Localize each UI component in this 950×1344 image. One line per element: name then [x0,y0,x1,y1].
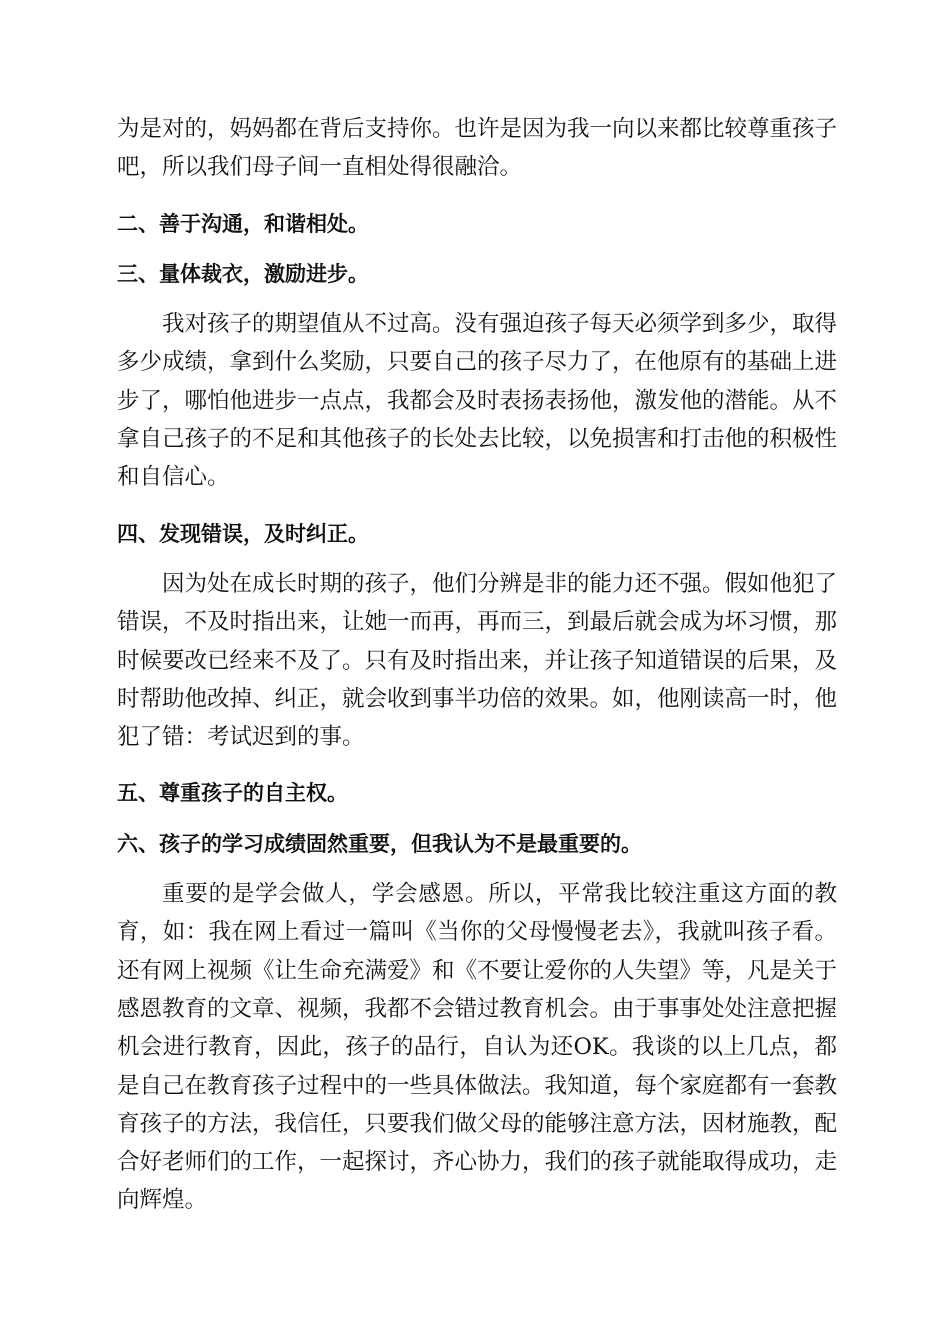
heading-correct-mistakes: 四、发现错误，及时纠正。 [117,521,369,546]
document-body [117,110,837,1220]
paragraph-continued: 为是对的，妈妈都在背后支持你。也许是因为我一向以来都比较尊重孩子吧，所以我们母子间一直相处得很融洽。 [117,116,838,181]
heading-grades: 六、孩子的学习成绩固然重要，但我认为不是最重要的。 [117,831,642,856]
heading-communication: 二、善于沟通，和谐相处。 [117,211,369,236]
heading-encouragement: 三、量体裁衣，激励进步。 [117,261,369,286]
paragraph-expectations: 我对孩子的期望值从不过高。没有强迫孩子每天必须学到多少，取得多少成绩，拿到什么奖励，只要自己的孩子尽力了，在他原有的基础上进步了，哪怕他进步一点点，我都会及时表扬表扬他，激发他的潜能。从不拿自己孩子的不足和其他孩子的长处去比较，以免损害和打击他的积极性和自信心。 [117,311,838,491]
paragraph-mistakes: 因为处在成长时期的孩子，他们分辨是非的能力还不强。假如他犯了错误，不及时指出来，让她一而再，再而三，到最后就会成为坏习惯，那时候要改已经来不及了。只有及时指出来，并让孩子知道错误的后果，及时帮助他改掉、纠正，就会收到事半功倍的效果。如，他刚读高一时，他犯了错：考试迟到的事。 [117,570,838,751]
heading-autonomy: 五、尊重孩子的自主权。 [117,781,348,806]
paragraph-gratitude: 重要的是学会做人，学会感恩。所以，平常我比较注重这方面的教育，如：我在网上看过一篇叫《当你的父母慢慢老去》，我就叫孩子看。还有网上视频《让生命充满爱》和《不要让爱你的人失望》等，凡是关于感恩教育的文章、视频，我都不会错过教育机会。由于事事处处注意把握机会进行教育，因此，孩子的品行，自认为还OK。我谈的以上几点，都是自己在教育孩子过程中的一些具体做法。我知道，每个家庭都有一套教育孩子的方法，我信任，只要我们做父母的能够注意方法，因材施教，配合好老师们的工作，一起探讨，齐心协力，我们的孩子就能取得成功，走向辉煌。 [117,881,838,1214]
